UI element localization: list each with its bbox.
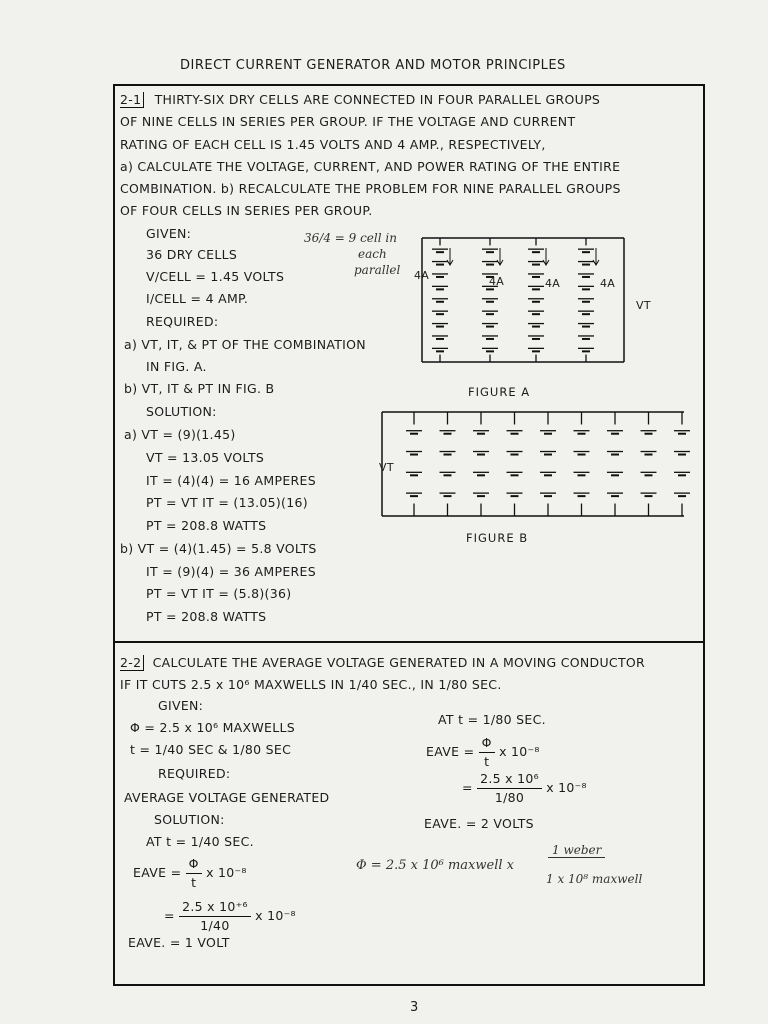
solution-a-line: a) VT = (9)(1.45) [124,427,236,442]
branch-current-label: 4A [489,275,505,288]
fraction: $\frac{\text{2.5 x 10⁺⁶}}{1/40}$ [179,898,251,935]
solution-b-line: b) VT = (4)(1.45) = 5.8 VOLTS [120,541,317,556]
solution-label: SOLUTION: [154,812,225,827]
figure-b-circuit [382,408,692,523]
figure-a-circuit [410,232,640,372]
right-substitution: = $\frac{\text{2.5 x 10⁶}}{1/80}$ x 10⁻⁸ [462,771,587,805]
vt-label: VT [379,461,394,474]
solution-a-line: PT = VT IT = (13.05)(16) [146,495,308,510]
solution-b-line: PT = VT IT = (5.8)(36) [146,586,292,601]
section-divider [113,641,705,643]
left-eave-formula: EAVE = $\frac{\Phi}{t}$ x 10⁻⁸ [133,856,247,890]
fraction: $\frac{\Phi}{t}$ [479,734,495,771]
current-arrow [593,248,599,265]
solution-b-line: IT = (9)(4) = 36 AMPERES [146,564,316,579]
solution-a-line: IT = (4)(4) = 16 AMPERES [146,473,316,488]
problem-1-line-6: OF FOUR CELLS IN SERIES PER GROUP. [120,203,373,218]
current-arrow [447,248,453,265]
handwritten-conversion: Φ = 2.5 x 10⁶ maxwell x [356,858,514,873]
given-item: Φ = 2.5 x 10⁶ MAXWELLS [130,720,295,735]
handwritten-numerator: 1 weber [548,843,605,858]
figure-a-caption: FIGURE A [468,385,531,399]
required-a: a) VT, IT, & PT OF THE COMBINATION [124,337,366,352]
branch-current-label: 4A [414,269,430,282]
page-header: DIRECT CURRENT GENERATOR AND MOTOR PRINCIPLES [180,58,566,73]
problem-2-line-2: IF IT CUTS 2.5 x 10⁶ MAXWELLS IN 1/40 SEC., IN 1/80 SEC. [120,677,502,692]
given-item: V/CELL = 1.45 VOLTS [146,269,285,284]
handwritten-note: 36/4 = 9 cell in [304,231,397,245]
problem-frame [113,84,705,986]
left-at-line: AT t = 1/40 SEC. [146,834,254,849]
solution-a-line: PT = 208.8 WATTS [146,518,267,533]
required-label: REQUIRED: [158,766,231,781]
branch-current-label: 4A [600,277,616,290]
right-result: EAVE. = 2 VOLTS [424,816,534,831]
problem-1-line-4: a) CALCULATE THE VOLTAGE, CURRENT, AND POWER RATING OF THE ENTIRE [120,159,621,174]
given-item: 36 DRY CELLS [146,247,238,262]
fraction: $\frac{\Phi}{t}$ [186,855,202,892]
current-arrow [543,248,549,265]
current-arrow [497,248,503,265]
handwritten-note: parallel [354,263,401,277]
required-a-cont: IN FIG. A. [146,359,207,374]
fraction: $\frac{\text{2.5 x 10⁶}}{1/80}$ [477,770,542,807]
solution-label: SOLUTION: [146,404,217,419]
required-b: b) VT, IT & PT IN FIG. B [124,381,275,396]
right-at-line: AT t = 1/80 SEC. [438,712,546,727]
required-item: AVERAGE VOLTAGE GENERATED [124,790,330,805]
given-label: GIVEN: [146,226,192,241]
problem-1-number: 2-1 [120,92,144,108]
required-label: REQUIRED: [146,314,219,329]
problem-1-line-2: OF NINE CELLS IN SERIES PER GROUP. IF THE VOLTAGE AND CURRENT [120,114,576,129]
left-substitution: = $\frac{\text{2.5 x 10⁺⁶}}{1/40}$ x 10⁻⁸ [164,899,296,933]
right-eave-formula: EAVE = $\frac{\Phi}{t}$ x 10⁻⁸ [426,735,540,769]
vt-label: VT [636,299,651,312]
solution-b-line: PT = 208.8 WATTS [146,609,267,624]
solution-a-line: VT = 13.05 VOLTS [146,450,265,465]
handwritten-note: each [358,247,387,261]
problem-2-line-1: 2-2 CALCULATE THE AVERAGE VOLTAGE GENERATED IN A MOVING CONDUCTOR [120,655,645,670]
problem-1-line-1: 2-1 THIRTY-SIX DRY CELLS ARE CONNECTED IN FOUR PARALLEL GROUPS [120,92,601,107]
left-result: EAVE. = 1 VOLT [128,935,230,950]
given-item: I/CELL = 4 AMP. [146,291,249,306]
problem-2-number: 2-2 [120,655,144,671]
given-label: GIVEN: [158,698,204,713]
handwritten-denominator: 1 x 10⁸ maxwell [546,872,643,886]
problem-1-line-3: RATING OF EACH CELL IS 1.45 VOLTS AND 4 AMP., RESPECTIVELY, [120,137,546,152]
branch-current-label: 4A [545,277,561,290]
figure-b-caption: FIGURE B [466,531,529,545]
given-item: t = 1/40 SEC & 1/80 SEC [130,742,292,757]
problem-1-line-5: COMBINATION. b) RECALCULATE THE PROBLEM FOR NINE PARALLEL GROUPS [120,181,621,196]
page-number: 3 [410,1000,419,1015]
